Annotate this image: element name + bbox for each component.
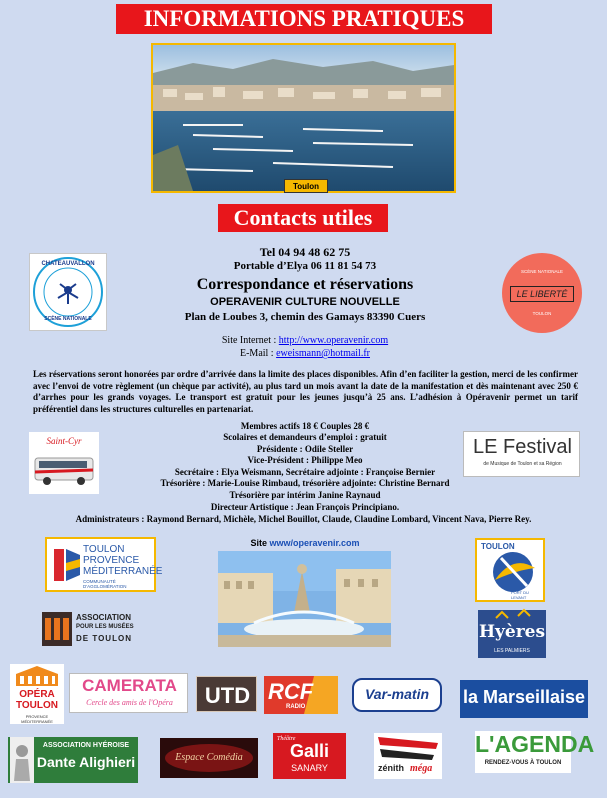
- camerata-name: CAMERATA: [82, 676, 177, 695]
- membership-free: Scolaires et demandeurs d’emploi : gratuit: [223, 432, 387, 442]
- utd-name: UTD: [204, 683, 251, 708]
- tpm-line4: COMMUNAUTÉ D'AGGLOMÉRATION: [83, 579, 127, 589]
- dante-alighieri-logo: [8, 737, 138, 783]
- galli-line1: Théâtre: [277, 736, 296, 742]
- rcf-sub: RADIO: [286, 704, 306, 710]
- camerata-sub: Cercle des amis de l'Opéra: [86, 698, 173, 707]
- email-line: [150, 348, 460, 360]
- liberte-city: TOULON: [532, 311, 552, 316]
- correspondance-heading: Correspondance et réservations: [196, 276, 414, 293]
- le-festival-logo: [463, 431, 580, 477]
- site-internet-label: Site Internet :: [221, 335, 279, 346]
- chateauvallon-top-text: CHATEAUVALLON: [41, 261, 95, 267]
- membership-fee: Membres actifs 18 € Couples 28 €: [240, 421, 370, 431]
- email-link[interactable]: eweismann@hotmail.fr: [276, 348, 370, 359]
- liberte-small-text: SCÈNE NATIONALE: [521, 269, 563, 274]
- opera-line3: PROVENCE MÉDITERRANÉE: [21, 714, 53, 724]
- liberte-name: LE LIBERTÉ: [510, 286, 574, 302]
- toulon-port-sub: PORT DU LEVANT: [511, 590, 529, 600]
- agenda-name: L'AGENDA: [475, 731, 595, 757]
- president: Présidente : Odile Steller: [256, 444, 354, 454]
- zenith-mega: méga: [410, 763, 433, 774]
- agenda-logo: [475, 731, 595, 773]
- fountain-photo: [218, 551, 391, 647]
- toulon-port-logo: [475, 538, 545, 602]
- musees-line3: DE TOULON: [76, 634, 132, 643]
- dante-line2: Dante Alighieri: [36, 754, 136, 770]
- email-label: E-Mail :: [239, 348, 277, 359]
- theatre-galli-logo: [273, 733, 346, 779]
- le-liberte-logo: [502, 253, 582, 333]
- vice-president: Vice-Président : Philippe Meo: [247, 455, 363, 465]
- var-matin-name: Var-matin: [364, 686, 430, 702]
- musees-toulon-logo: [42, 612, 154, 648]
- rcf-name: RCF: [268, 679, 314, 704]
- utd-logo: [196, 676, 257, 712]
- saint-cyr-text: Saint-Cyr: [46, 436, 82, 446]
- harbour-image: [153, 45, 454, 191]
- contact-tel: Tel 04 94 48 62 75: [259, 245, 351, 259]
- zenith-mega-logo: [374, 733, 442, 779]
- galli-line2: Galli: [289, 741, 329, 761]
- marseillaise-name: la Marseillaise: [462, 687, 586, 707]
- page-title: INFORMATIONS PRATIQUES: [116, 4, 492, 34]
- espace-comedia-name: Espace Comédia: [175, 752, 243, 763]
- tpm-line2: PROVENCE: [83, 555, 140, 566]
- org-address: Plan de Loubes 3, chemin des Gamays 83390 Cuers: [184, 311, 426, 323]
- org-name: OPERAVENIR CULTURE NOUVELLE: [210, 296, 400, 308]
- zenith-name: zénith: [378, 763, 404, 773]
- agenda-sub: RENDEZ-VOUS À TOULON: [484, 760, 562, 766]
- hyeres-logo: [478, 610, 546, 658]
- site-internet-link[interactable]: http://www.operavenir.com: [278, 335, 389, 346]
- opera-line1: OPÉRA: [19, 689, 55, 700]
- chateauvallon-logo: [29, 253, 107, 331]
- hyeres-name: Hyères: [478, 622, 546, 642]
- festival-name: LE Festival: [473, 436, 572, 458]
- opera-line2: TOULON: [15, 700, 59, 711]
- musees-line1: ASSOCIATION: [76, 613, 131, 622]
- artistic-director: Directeur Artistique : Jean François Principiano.: [210, 502, 400, 512]
- contacts-title: Contacts utiles: [218, 204, 388, 232]
- treasurer: Trésorière : Marie-Louise Rimbaud, trésorière adjointe: Christine Bernard: [160, 478, 450, 488]
- treasurer-interim: Trésorière par intérim Janine Raynaud: [229, 490, 381, 500]
- administrators: Administrateurs : Raymond Bernard, Michèle, Michel Bouillot, Claude, Claudine Lombard, Vincent Nava, Pierre Rey.: [75, 514, 532, 524]
- musees-line2: POUR LES MUSÉES: [76, 624, 134, 630]
- la-marseillaise-logo: [460, 680, 588, 718]
- tpm-line1: TOULON: [83, 544, 125, 555]
- toulon-harbour-photo: [151, 43, 456, 193]
- galli-line3: SANARY: [291, 763, 328, 773]
- reservation-paragraph: Les réservations seront honorées par ordre d’arrivée dans la limite des places disponibles. Afin d’en faciliter la gestion, merci de les confirmer avec l’envoi de votre règlement (un chèque par activité), au plus tard un mois avant la date de la manifestation et dès maintenant avec 250 € d’arrhes pour les grands voyages. Le transport est gratuit pour les jeunes jusqu’à 25 ans. L’adhésion à Opéravenir permet un tarif préférentiel dans les structures culturelles en partenariat.: [33, 369, 578, 414]
- tpm-logo: [45, 537, 163, 592]
- dante-line1: ASSOCIATION HYÉROISE: [42, 742, 130, 749]
- rcf-radio-logo: [264, 676, 338, 714]
- camerata-logo: [69, 673, 188, 713]
- tpm-line3: MÉDITERRANÉE: [83, 566, 163, 577]
- site-internet-line: [150, 335, 460, 347]
- saint-cyr-bus-logo: [29, 432, 99, 494]
- bottom-site-label: Site: [250, 538, 270, 548]
- contact-portable: Portable d’Elya 06 11 81 54 73: [233, 260, 377, 272]
- espace-comedia-logo: [160, 738, 258, 778]
- bottom-site-line: [200, 538, 410, 550]
- photo-caption: Toulon: [284, 179, 328, 193]
- opera-toulon-logo: [10, 664, 64, 724]
- var-matin-logo: [352, 678, 442, 712]
- hyeres-sub: LES PALMIERS: [494, 648, 530, 654]
- bottom-site-link[interactable]: www/operavenir.com: [269, 538, 360, 548]
- toulon-port-city: TOULON: [481, 542, 515, 551]
- festival-subtitle: de Musique de Toulon et sa Région: [483, 461, 562, 467]
- secretary: Secrétaire : Elya Weismann, Secrétaire adjointe : Françoise Bernier: [174, 467, 436, 477]
- chateauvallon-bottom-text: SCÈNE NATIONALE: [44, 316, 92, 322]
